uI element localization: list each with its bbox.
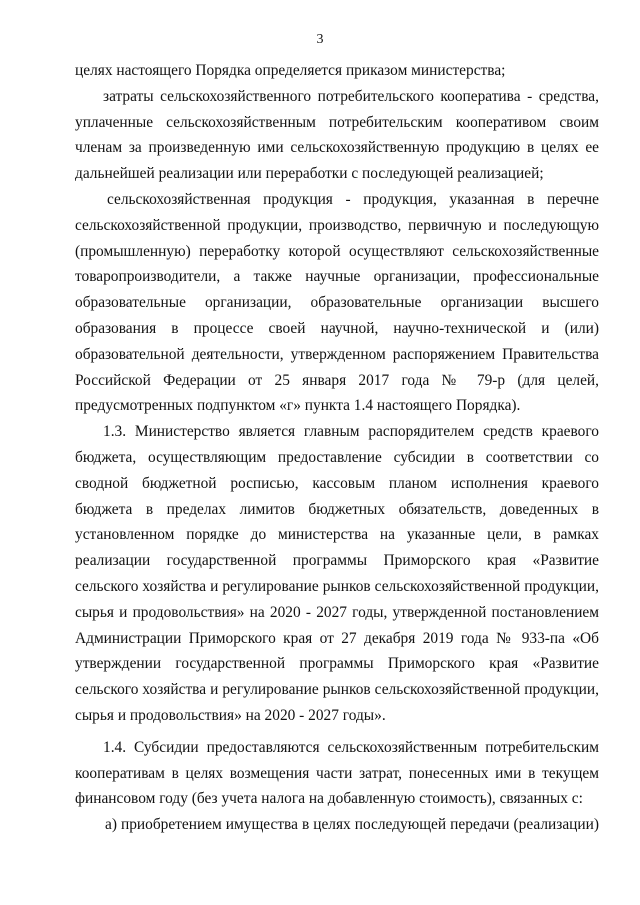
paragraph-cooperative-costs: затраты сельскохозяйственного потребительского кооператива - средства, уплаченные сельскохозяйственным потребительским кооперативом своим членам за произведенную ими сельскохозяйственную продукцию в целях ее дальнейшей реализации или переработки с последующей реализацией; — [75, 87, 599, 183]
paragraph-agricultural-products: сельскохозяйственная продукция - продукция, указанная в перечне сельскохозяйственной продукции, производство, первичную и последующую (промышленную) переработку которой осуществляют сельскохозяйственные товаропроизводители, а также научные организации, профессиональные образовательные организации, образовательные организации высшего образования в процессе своей научной, научно-технической и (или) образовательной деятельности, утвержденном распоряжением Правительства Российской Федерации от 25 января 2017 года № 79-р (для целей, предусмотренных подпунктом «г» пункта 1.4 настоящего Порядка). — [75, 190, 599, 415]
paragraph-1-4: 1.4. Субсидии предоставляются сельскохозяйственным потребительским кооперативам в целях возмещения части затрат, понесенных ими в текущем финансовом году (без учета налога на добавленную стоимость), связанных с: — [75, 738, 599, 808]
paragraph-item-a: а) приобретением имущества в целях последующей передачи (реализации) — [105, 816, 599, 834]
document-body — [75, 58, 599, 838]
paragraph-continuation: целях настоящего Порядка определяется приказом министерства; — [75, 62, 506, 79]
page-number: 3 — [316, 32, 324, 47]
paragraph-1-3: 1.3. Министерство является главным распорядителем средств краевого бюджета, осуществляющим предоставление субсидии в соответствии со сводной бюджетной росписью, кассовым планом исполнения краевого бюджета в пределах лимитов бюджетных обязательств, доведенных в установленном порядке до министерства на указанные цели, в рамках реализации государственной программы Приморского края «Развитие сельского хозяйства и регулирование рынков сельскохозяйственной продукции, сырья и продовольствия» на 2020 - 2027 годы, утвержденной постановлением Администрации Приморского края от 27 декабря 2019 года № 933-па «Об утверждении государственной программы Приморского края «Развитие сельского хозяйства и регулирование рынков сельскохозяйственной продукции, сырья и продовольствия» на 2020 - 2027 годы». — [75, 423, 599, 724]
